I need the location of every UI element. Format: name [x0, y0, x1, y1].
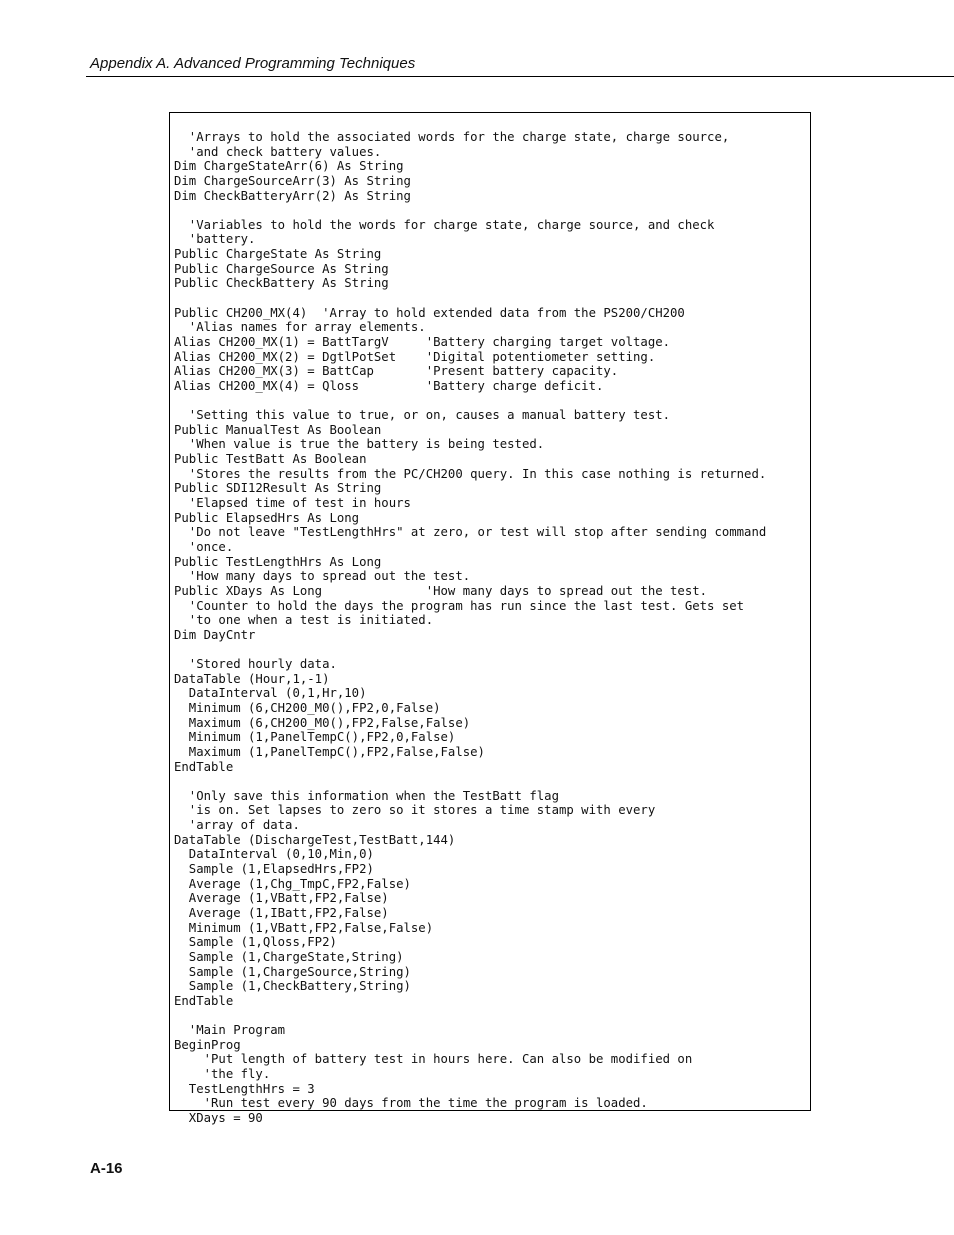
code-line: [174, 1008, 766, 1023]
code-line: Maximum (6,CH200_M0(),FP2,False,False): [174, 715, 471, 730]
code-line: Alias CH200_MX(2) = DgtlPotSet 'Digital potentiometer setting.: [174, 349, 656, 364]
page-number: A-16: [90, 1160, 123, 1177]
code-line: [174, 203, 766, 218]
code-line: Public SDI12Result As String: [174, 481, 382, 496]
code-line: 'Elapsed time of test in hours: [174, 496, 411, 511]
code-line: Sample (1,Qloss,FP2): [174, 935, 337, 950]
code-line: Maximum (1,PanelTempC(),FP2,False,False): [174, 744, 485, 759]
code-line: Public TestLengthHrs As Long: [174, 554, 382, 569]
code-line: 'Variables to hold the words for charge state, charge source, and check: [174, 217, 715, 232]
code-line: 'Arrays to hold the associated words for the charge state, charge source,: [174, 130, 730, 144]
code-line: Sample (1,ChargeSource,String): [174, 964, 411, 979]
code-line: [174, 291, 766, 306]
code-line: 'Stores the results from the PC/CH200 query. In this case nothing is returned.: [174, 466, 767, 481]
code-line: EndTable: [174, 759, 234, 774]
code-line: Sample (1,ElapsedHrs,FP2): [174, 862, 374, 877]
code-line: Dim DayCntr: [174, 627, 256, 642]
code-line: Dim ChargeStateArr(6) As String: [174, 159, 404, 174]
header-divider: [86, 76, 954, 77]
code-listing: [174, 130, 766, 1126]
code-line: Alias CH200_MX(4) = Qloss 'Battery charge deficit.: [174, 378, 604, 393]
code-line: [174, 774, 766, 789]
code-line: 'Only save this information when the TestBatt flag: [174, 788, 559, 803]
code-line: Public TestBatt As Boolean: [174, 452, 367, 467]
code-line: Sample (1,ChargeState,String): [174, 949, 404, 964]
code-line: Average (1,VBatt,FP2,False): [174, 891, 389, 906]
code-line: 'Main Program: [174, 1023, 286, 1038]
code-line: DataTable (DischargeTest,TestBatt,144): [174, 832, 456, 847]
code-line: Sample (1,CheckBattery,String): [174, 979, 411, 994]
code-line: EndTable: [174, 993, 234, 1008]
code-line: Public ChargeState As String: [174, 247, 382, 262]
code-line: Minimum (1,VBatt,FP2,False,False): [174, 920, 434, 935]
code-line: DataInterval (0,10,Min,0): [174, 847, 374, 862]
code-line: 'battery.: [174, 232, 256, 247]
code-line: Public ManualTest As Boolean: [174, 422, 382, 437]
code-line: 'How many days to spread out the test.: [174, 569, 471, 584]
code-line: 'Run test every 90 days from the time the program is loaded.: [174, 1096, 648, 1111]
code-line: Average (1,Chg_TmpC,FP2,False): [174, 876, 411, 891]
code-line: BeginProg: [174, 1037, 241, 1052]
code-line: Public ElapsedHrs As Long: [174, 510, 360, 525]
code-line: Alias CH200_MX(3) = BattCap 'Present battery capacity.: [174, 364, 619, 379]
code-line: Dim CheckBatteryArr(2) As String: [174, 188, 411, 203]
code-line: 'Counter to hold the days the program has run since the last test. Gets set: [174, 598, 745, 613]
code-line: Public CheckBattery As String: [174, 276, 389, 291]
code-line: 'is on. Set lapses to zero so it stores a time stamp with every: [174, 803, 656, 818]
code-line: 'When value is true the battery is being tested.: [174, 437, 545, 452]
code-line: Dim ChargeSourceArr(3) As String: [174, 173, 411, 188]
code-line: 'to one when a test is initiated.: [174, 613, 434, 628]
code-line: Public CH200_MX(4) 'Array to hold extended data from the PS200/CH200: [174, 305, 685, 320]
code-line: 'array of data.: [174, 818, 300, 833]
code-listing-box: [169, 112, 811, 1125]
code-line: 'the fly.: [174, 1067, 271, 1081]
code-line: Public ChargeSource As String: [174, 261, 389, 276]
code-line: 'Do not leave "TestLengthHrs" at zero, or test will stop after sending command: [174, 525, 767, 540]
code-line: XDays = 90: [174, 1110, 263, 1125]
code-line: DataInterval (0,1,Hr,10): [174, 686, 367, 701]
code-line: 'and check battery values.: [174, 144, 382, 159]
code-line: DataTable (Hour,1,-1): [174, 671, 330, 686]
code-line: [174, 394, 766, 409]
code-line: Public XDays As Long 'How many days to spread out the test.: [174, 583, 708, 598]
code-line: 'Alias names for array elements.: [174, 320, 426, 335]
code-line: TestLengthHrs = 3: [174, 1081, 315, 1096]
code-line: Minimum (6,CH200_M0(),FP2,0,False): [174, 700, 441, 715]
code-line: 'Stored hourly data.: [174, 657, 337, 672]
code-line: Minimum (1,PanelTempC(),FP2,0,False): [174, 730, 456, 745]
code-line: 'Put length of battery test in hours here. Can also be modified on: [174, 1052, 693, 1067]
code-line: 'Setting this value to true, or on, causes a manual battery test.: [174, 408, 671, 423]
code-line: [174, 642, 766, 657]
code-line: Alias CH200_MX(1) = BattTargV 'Battery charging target voltage.: [174, 334, 671, 349]
code-line: Average (1,IBatt,FP2,False): [174, 905, 389, 920]
code-line: 'once.: [174, 539, 234, 554]
page-header-title: Appendix A. Advanced Programming Techniques: [90, 55, 416, 72]
